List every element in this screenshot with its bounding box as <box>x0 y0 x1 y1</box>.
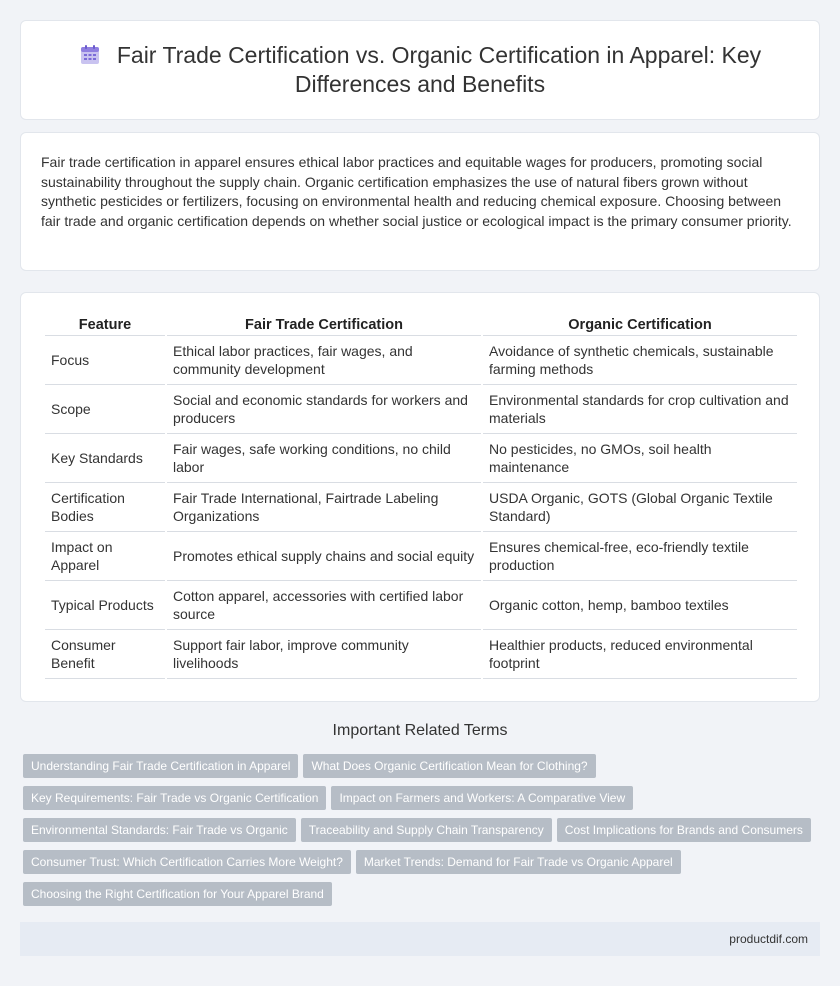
table-cell: Promotes ethical supply chains and social equity <box>167 532 481 581</box>
footer <box>20 922 820 956</box>
table-cell: Fair Trade International, Fairtrade Labeling Organizations <box>167 483 481 532</box>
related-term-link[interactable]: Impact on Farmers and Workers: A Comparative View <box>331 786 633 810</box>
comparison-table <box>43 313 799 679</box>
table-header-row <box>45 313 797 336</box>
header-fair-trade: Fair Trade Certification <box>167 313 481 336</box>
related-terms-list <box>23 754 823 914</box>
page-title-text: Fair Trade Certification vs. Organic Certification in Apparel: Key Differences and Benefits <box>116 42 762 97</box>
table-cell: Key Standards <box>45 434 165 483</box>
table-cell: Focus <box>45 336 165 385</box>
table-cell: Environmental standards for crop cultivation and materials <box>483 385 797 434</box>
table-cell: Consumer Benefit <box>45 630 165 679</box>
related-term-link[interactable]: Choosing the Right Certification for Your Apparel Brand <box>23 882 332 906</box>
table-cell: Social and economic standards for workers and producers <box>167 385 481 434</box>
related-term-link[interactable]: Consumer Trust: Which Certification Carries More Weight? <box>23 850 351 874</box>
table-cell: Certification Bodies <box>45 483 165 532</box>
related-term-link[interactable]: Understanding Fair Trade Certification in Apparel <box>23 754 298 778</box>
table-cell: Scope <box>45 385 165 434</box>
header-organic: Organic Certification <box>483 313 797 336</box>
table-cell: Support fair labor, improve community livelihoods <box>167 630 481 679</box>
related-term-link[interactable]: Traceability and Supply Chain Transparency <box>301 818 552 842</box>
related-term-link[interactable]: Environmental Standards: Fair Trade vs Organic <box>23 818 296 842</box>
intro-paragraph: Fair trade certification in apparel ensures ethical labor practices and equitable wages for producers, promoting social sustainability throughout the supply chain. Organic certification emphasizes the use of natural fibers grown without synthetic pesticides or fertilizers, focusing on environmental health and reducing chemical exposure. Choosing between fair trade and organic certification depends on whether social justice or ecological impact is the primary consumer priority. <box>41 154 792 229</box>
table-cell: Healthier products, reduced environmental footprint <box>483 630 797 679</box>
table-cell: USDA Organic, GOTS (Global Organic Textile Standard) <box>483 483 797 532</box>
table-row <box>45 434 797 483</box>
table-cell: Ethical labor practices, fair wages, and community development <box>167 336 481 385</box>
table-cell: Organic cotton, hemp, bamboo textiles <box>483 581 797 630</box>
related-terms-title: Important Related Terms <box>332 722 508 739</box>
table-cell: Fair wages, safe working conditions, no child labor <box>167 434 481 483</box>
comparison-table-card <box>20 292 820 702</box>
intro-card <box>20 132 820 271</box>
calendar-icon <box>79 44 101 66</box>
related-term-link[interactable]: Cost Implications for Brands and Consumers <box>557 818 811 842</box>
page-title <box>51 41 789 99</box>
table-row <box>45 581 797 630</box>
related-term-link[interactable]: Market Trends: Demand for Fair Trade vs Organic Apparel <box>356 850 681 874</box>
related-term-link[interactable]: What Does Organic Certification Mean for Clothing? <box>303 754 595 778</box>
table-cell: Impact on Apparel <box>45 532 165 581</box>
table-row <box>45 630 797 679</box>
table-row <box>45 385 797 434</box>
table-cell: Ensures chemical-free, eco-friendly textile production <box>483 532 797 581</box>
table-row <box>45 483 797 532</box>
table-cell: Avoidance of synthetic chemicals, sustainable farming methods <box>483 336 797 385</box>
title-card <box>20 20 820 120</box>
table-cell: Typical Products <box>45 581 165 630</box>
table-cell: No pesticides, no GMOs, soil health maintenance <box>483 434 797 483</box>
footer-site-link[interactable]: productdif.com <box>729 932 808 946</box>
table-row <box>45 336 797 385</box>
table-cell: Cotton apparel, accessories with certified labor source <box>167 581 481 630</box>
related-term-link[interactable]: Key Requirements: Fair Trade vs Organic Certification <box>23 786 326 810</box>
table-row <box>45 532 797 581</box>
header-feature: Feature <box>45 313 165 336</box>
